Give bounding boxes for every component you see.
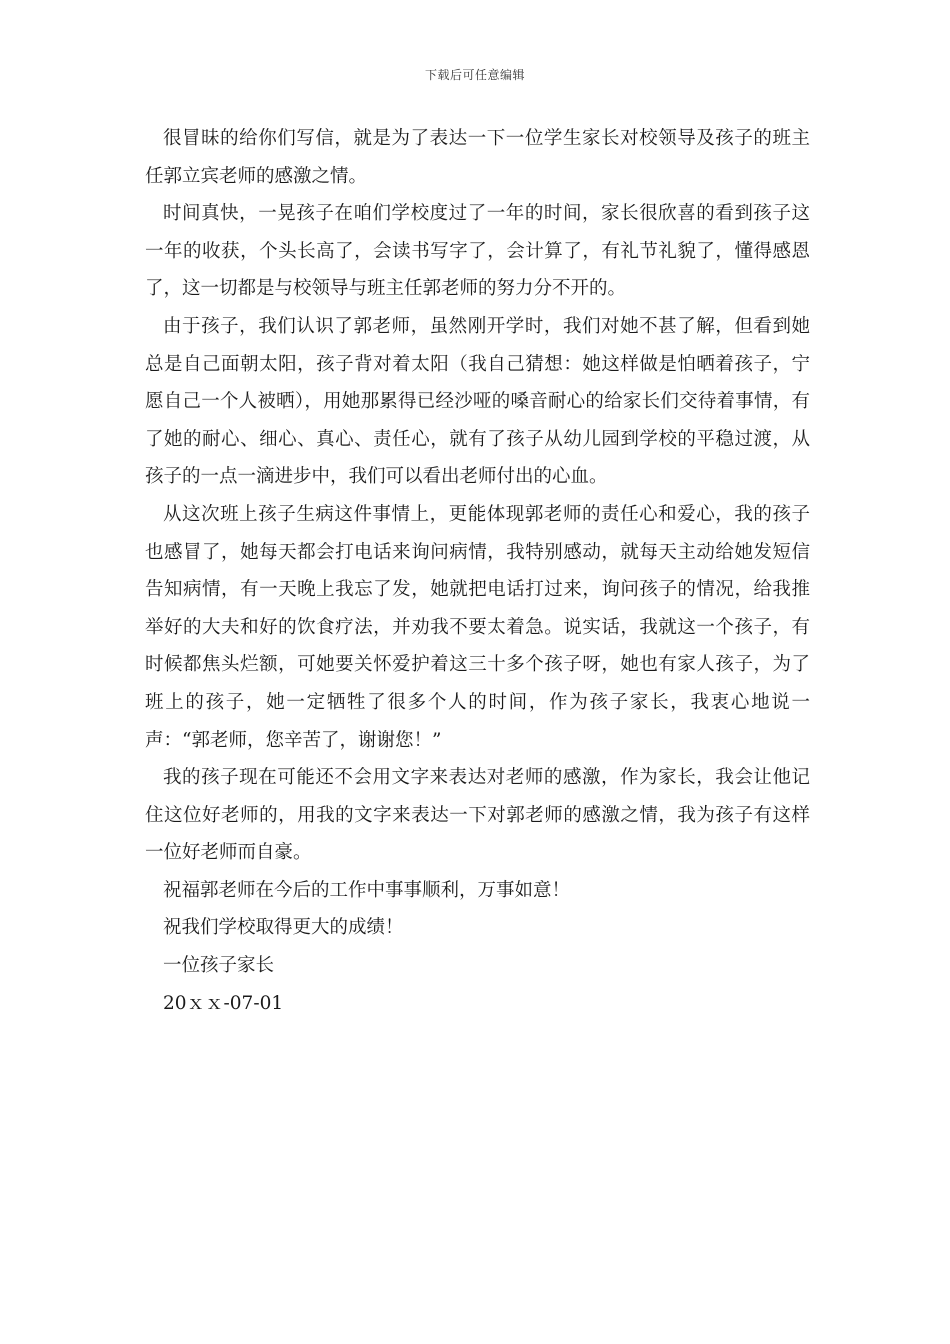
- page-header: 下载后可任意编辑: [424, 68, 525, 82]
- letter-paragraph-progress: 时间真快，一晃孩子在咱们学校度过了一年的时间，家长很欣喜的看到孩子这一年的收获，个头长高了，会读书写字了，会计算了，有礼节礼貌了，懂得感恩了，这一切都是与校领导与班主任郭老师的努力分不开的。: [145, 203, 810, 300]
- letter-date: 20ｘｘ-07-01: [163, 992, 284, 1014]
- letter-wish-teacher: 祝福郭老师在今后的工作中事事顺利，万事如意！: [163, 879, 571, 901]
- letter-paragraph-opening: 很冒昧的给你们写信，就是为了表达一下一位学生家长对校领导及孩子的班主任郭立宾老师的感激之情。: [145, 128, 810, 187]
- letter-body: [145, 120, 810, 1022]
- letter-paragraph-illness: 从这次班上孩子生病这件事情上，更能体现郭老师的责任心和爱心，我的孩子也感冒了，她每天都会打电话来询问病情，我特别感动，就每天主动给她发短信告知病情，有一天晚上我忘了发，她就把电话打过来，询问孩子的情况，给我推举好的大夫和好的饮食疗法，并劝我不要太着急。说实话，我就这一个孩子，有时候都焦头烂额，可她要关怀爱护着这三十多个孩子呀，她也有家人孩子，为了班上的孩子，她一定牺牲了很多个人的时间，作为孩子家长，我衷心地说一声：“郭老师，您辛苦了，谢谢您！”: [145, 503, 810, 751]
- letter-paragraph-teacher-care: 由于孩子，我们认识了郭老师，虽然刚开学时，我们对她不甚了解，但看到她总是自己面朝太阳，孩子背对着太阳（我自己猜想：她这样做是怕晒着孩子，宁愿自己一个人被晒），用她那累得已经沙哑的嗓音耐心的给家长们交待着事情，有了她的耐心、细心、真心、责任心，就有了孩子从幼儿园到学校的平稳过渡，从孩子的一点一滴进步中，我们可以看出老师付出的心血。: [145, 315, 810, 488]
- letter-paragraph-gratitude: 我的孩子现在可能还不会用文字来表达对老师的感激，作为家长，我会让他记住这位好老师的，用我的文字来表达一下对郭老师的感激之情，我为孩子有这样一位好老师而自豪。: [145, 767, 810, 864]
- letter-signature: 一位孩子家长: [163, 955, 275, 977]
- letter-wish-school: 祝我们学校取得更大的成绩！: [163, 917, 404, 939]
